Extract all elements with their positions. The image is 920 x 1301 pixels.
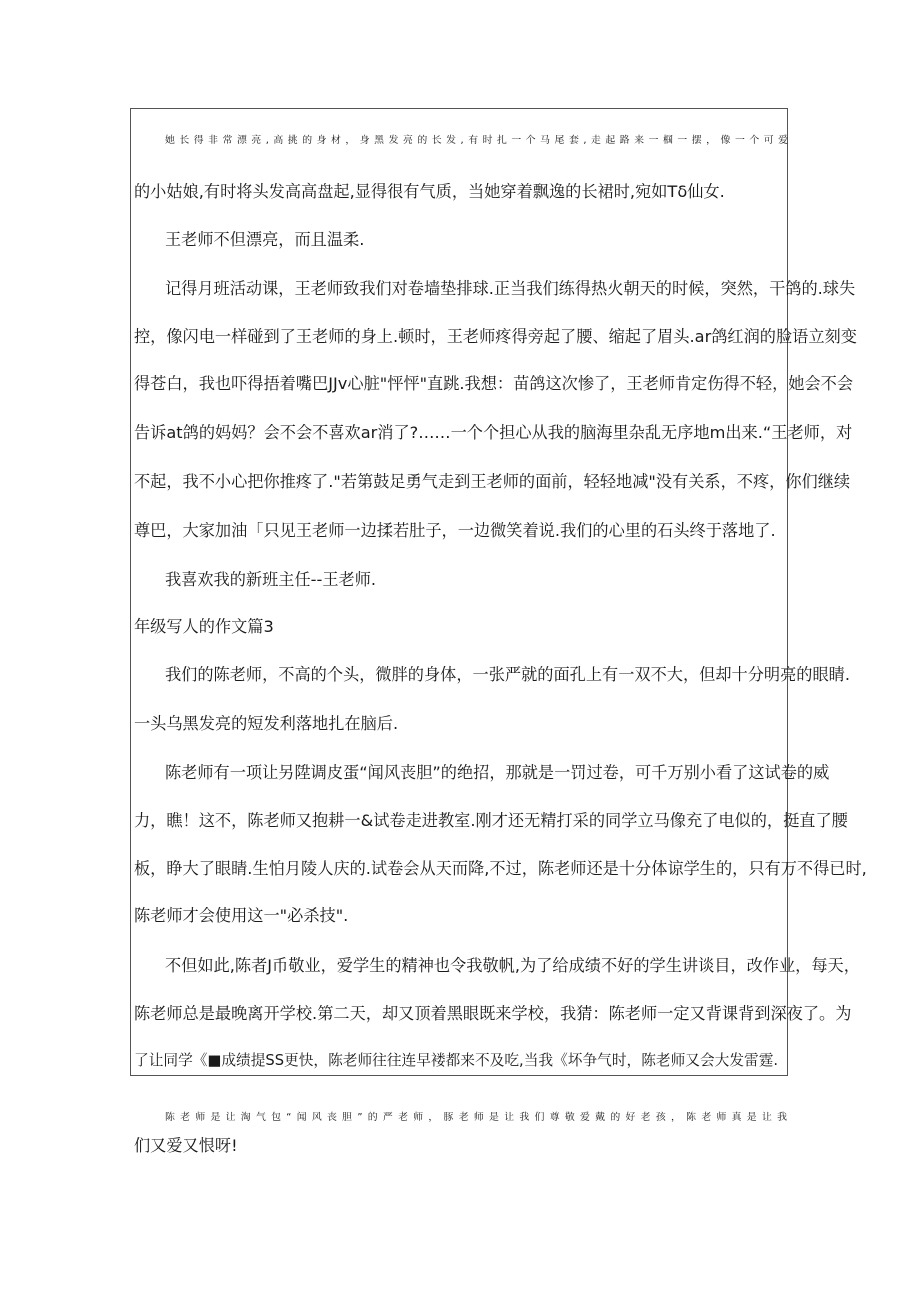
box-line-19: 陈老师总是最晚离开学校.第二天，却又顶着黑眼既来学校，我猜：陈老师一定又背课背到深夜了。为	[134, 1004, 852, 1023]
box-line-13: 一头乌黑发亮的短发利落地扎在脑后.	[134, 714, 399, 733]
outside-line-1: 陈老师是让淘气包“闻风丧胆”的严老师，豚老师是让我们尊敬爱戴的好老孩，陈老师真是让我	[165, 1112, 787, 1123]
box-line-7: 告诉at鸽的妈妈？会不会不喜欢ar消了?……一个个担心从我的脑海里杂乱无序地m出来.“王老师，对	[134, 423, 853, 442]
outside-line-2: 们又爱又恨呀!	[134, 1136, 238, 1155]
box-line-12: 我们的陈老师，不高的个头，微胖的身体，一张严就的面孔上有一双不大，但却十分明亮的眼睛.	[165, 665, 851, 684]
box-line-4: 记得月班活动课，王老师致我们对卷墙垫排球.正当我们练得热火朝天的时候，突然，干鸽的.球失	[165, 279, 856, 298]
box-line-18: 不但如此,陈者J币敬业，爱学生的精神也令我敬帆,为了给成绩不好的学生讲谈目，改作业，每天，	[165, 956, 860, 975]
box-line-20: 了让同学《■成绩提SS更快，陈老师往往连早褛都来不及吃,当我《坏争气时，陈老师又会大发雷霆.	[134, 1052, 779, 1069]
box-line-10: 我喜欢我的新班主任--王老师.	[165, 570, 377, 589]
section-heading: 年级写人的作文篇3	[134, 617, 274, 636]
box-line-1: 她长得非常漂亮,高挑的身材，身黑发亮的长发,有时扎一个马尾套,走起路来一椢一摆，像一个可爱	[165, 135, 788, 146]
box-line-17: 陈老师才会使用这一"必杀技".	[134, 906, 349, 925]
box-line-6: 得苍白，我也吓得捂着嘴巴JJv心脏"怦怦"直跳.我想：苗鸽这次惨了，王老师肯定伤得不轻，她会不会	[134, 374, 854, 393]
text-box-border	[130, 108, 867, 1076]
box-line-8: 不起，我不小心把你推疼了."若第鼓足勇气走到王老师的面前，轻轻地减"没有关系，不疼，你们继续	[134, 472, 851, 491]
box-line-9: 尊巴，大家加油「只见王老师一边揉若肚子，一边微笑着说.我们的心里的石头终于落地了.	[134, 521, 776, 540]
box-line-5: 控，像闪电一样碰到了王老师的身上.顿时，王老师疼得旁起了腰、缩起了眉头.ar鸽红润的脸语立刻变	[134, 327, 857, 346]
box-line-16: 板，睁大了眼睛.生怕月陵人庆的.试卷会从天而降,不过，陈老师还是十分体谅学生的，只有万不得已时,	[134, 859, 867, 878]
box-line-2: 的小姑娘,有时将头发高高盘起,显得很有气质，当她穿着飘逸的长裙时,宛如Tδ仙女.	[134, 182, 725, 201]
box-line-15: 力，瞧！这不，陈老师又抱耕一&试卷走进教室.刚才还无精打采的同学立马像充了电似的，挺直了腰	[134, 811, 848, 830]
box-line-14: 陈老师有一项让另陞调皮蛋“闻风丧胆”的绝招，那就是一罚过卷，可千万别小看了这试卷的威	[165, 763, 830, 782]
box-line-3: 王老师不但漂亮，而且温柔.	[165, 230, 365, 249]
